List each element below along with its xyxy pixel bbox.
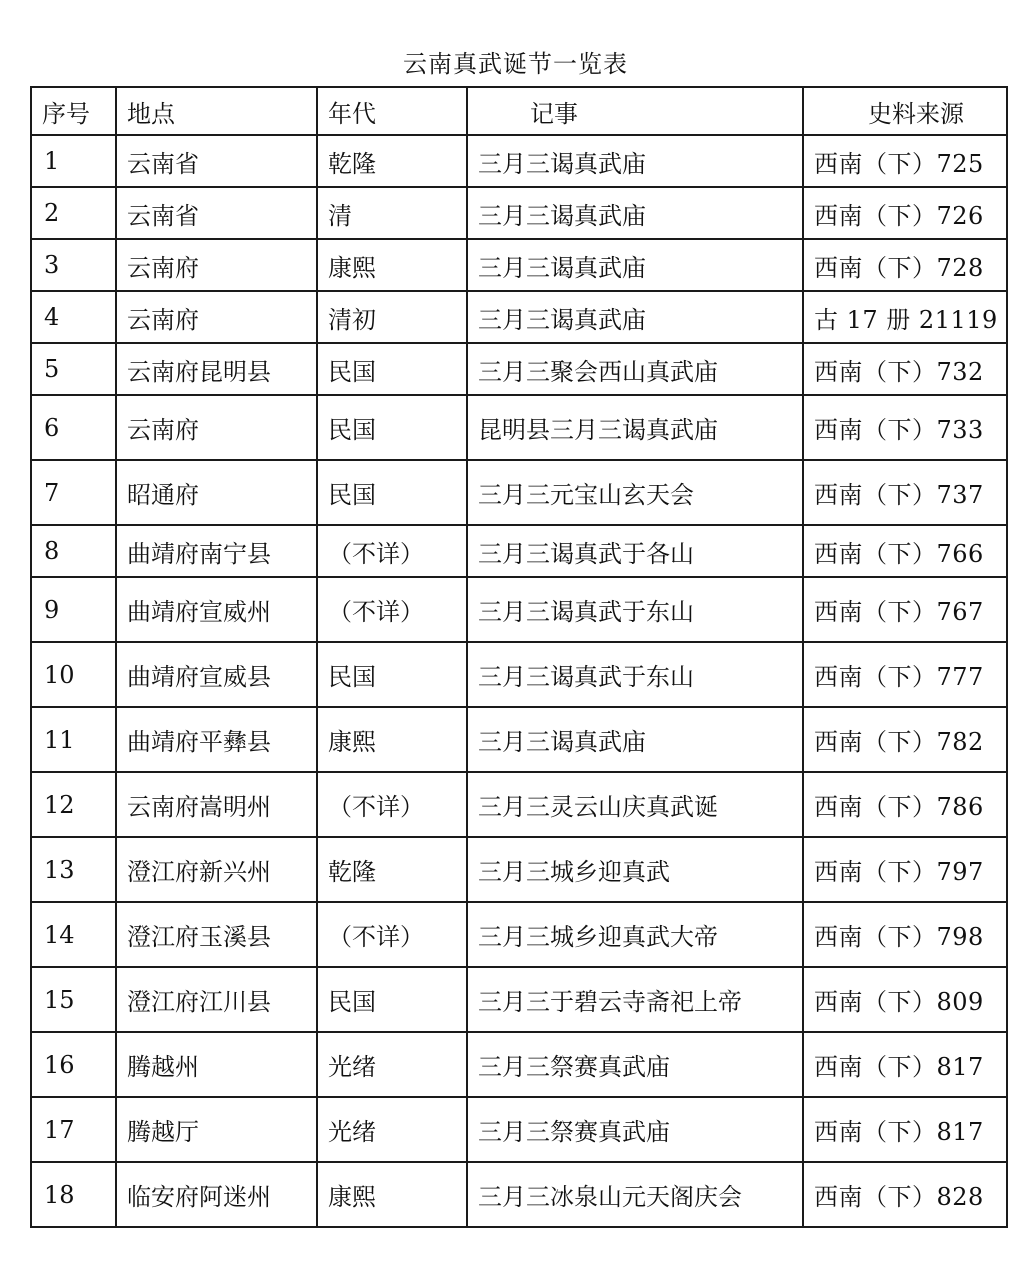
cell-location: 临安府阿迷州 — [116, 1162, 317, 1227]
cell-location: 澄江府玉溪县 — [116, 902, 317, 967]
table-row — [31, 460, 1007, 525]
cell-location: 曲靖府平彝县 — [116, 707, 317, 772]
cell-index: 10 — [31, 642, 116, 707]
table-row — [31, 343, 1007, 395]
table-row — [31, 967, 1007, 1032]
cell-source: 西南（下）828 — [803, 1162, 1007, 1227]
cell-source: 西南（下）797 — [803, 837, 1007, 902]
cell-source: 西南（下）817 — [803, 1032, 1007, 1097]
cell-index: 8 — [31, 525, 116, 577]
cell-era: 清 — [317, 187, 467, 239]
cell-source: 西南（下）766 — [803, 525, 1007, 577]
cell-event: 昆明县三月三谒真武庙 — [467, 395, 803, 460]
table-row — [31, 837, 1007, 902]
cell-source: 西南（下）777 — [803, 642, 1007, 707]
table-row — [31, 902, 1007, 967]
cell-event: 三月三聚会西山真武庙 — [467, 343, 803, 395]
cell-index: 16 — [31, 1032, 116, 1097]
cell-event: 三月三谒真武庙 — [467, 239, 803, 291]
cell-location: 澄江府江川县 — [116, 967, 317, 1032]
table-row — [31, 642, 1007, 707]
cell-event: 三月三于碧云寺斋祀上帝 — [467, 967, 803, 1032]
cell-event: 三月三谒真武庙 — [467, 291, 803, 343]
cell-location: 云南府 — [116, 395, 317, 460]
cell-index: 14 — [31, 902, 116, 967]
cell-era: 康熙 — [317, 239, 467, 291]
cell-era: （不详） — [317, 772, 467, 837]
cell-location: 曲靖府南宁县 — [116, 525, 317, 577]
cell-index: 5 — [31, 343, 116, 395]
cell-era: 民国 — [317, 343, 467, 395]
cell-location: 云南省 — [116, 135, 317, 187]
cell-source: 西南（下）732 — [803, 343, 1007, 395]
table-row — [31, 291, 1007, 343]
cell-source: 西南（下）782 — [803, 707, 1007, 772]
cell-source: 西南（下）809 — [803, 967, 1007, 1032]
cell-location: 云南府 — [116, 239, 317, 291]
cell-era: 乾隆 — [317, 135, 467, 187]
header-event: 记事 — [467, 87, 803, 135]
cell-era: 康熙 — [317, 707, 467, 772]
header-index: 序号 — [31, 87, 116, 135]
table-header — [31, 87, 1007, 135]
cell-source: 西南（下）725 — [803, 135, 1007, 187]
cell-source: 西南（下）733 — [803, 395, 1007, 460]
cell-event: 三月三谒真武于东山 — [467, 642, 803, 707]
cell-era: 民国 — [317, 642, 467, 707]
cell-index: 2 — [31, 187, 116, 239]
cell-index: 13 — [31, 837, 116, 902]
cell-location: 腾越州 — [116, 1032, 317, 1097]
cell-index: 17 — [31, 1097, 116, 1162]
cell-source: 西南（下）726 — [803, 187, 1007, 239]
cell-index: 18 — [31, 1162, 116, 1227]
cell-event: 三月三谒真武于各山 — [467, 525, 803, 577]
cell-location: 昭通府 — [116, 460, 317, 525]
table-body — [31, 135, 1007, 1227]
cell-era: 光绪 — [317, 1097, 467, 1162]
table-row — [31, 239, 1007, 291]
cell-event: 三月三谒真武庙 — [467, 707, 803, 772]
cell-era: 清初 — [317, 291, 467, 343]
cell-index: 4 — [31, 291, 116, 343]
cell-source: 西南（下）817 — [803, 1097, 1007, 1162]
cell-event: 三月三谒真武庙 — [467, 187, 803, 239]
cell-location: 云南府昆明县 — [116, 343, 317, 395]
cell-location: 澄江府新兴州 — [116, 837, 317, 902]
table-row — [31, 1097, 1007, 1162]
cell-event: 三月三城乡迎真武大帝 — [467, 902, 803, 967]
table-row — [31, 1032, 1007, 1097]
table-row — [31, 395, 1007, 460]
cell-event: 三月三城乡迎真武 — [467, 837, 803, 902]
cell-location: 云南省 — [116, 187, 317, 239]
cell-era: （不详） — [317, 577, 467, 642]
cell-source: 西南（下）786 — [803, 772, 1007, 837]
cell-era: 民国 — [317, 395, 467, 460]
cell-era: 民国 — [317, 967, 467, 1032]
header-source: 史料来源 — [803, 87, 1007, 135]
cell-era: 康熙 — [317, 1162, 467, 1227]
cell-location: 云南府 — [116, 291, 317, 343]
cell-event: 三月三谒真武庙 — [467, 135, 803, 187]
header-era: 年代 — [317, 87, 467, 135]
table-row — [31, 707, 1007, 772]
festival-table — [30, 86, 1008, 1228]
cell-index: 3 — [31, 239, 116, 291]
table-row — [31, 135, 1007, 187]
cell-source: 西南（下）798 — [803, 902, 1007, 967]
cell-era: （不详） — [317, 902, 467, 967]
header-row — [31, 87, 1007, 135]
cell-index: 7 — [31, 460, 116, 525]
cell-index: 1 — [31, 135, 116, 187]
cell-source: 西南（下）728 — [803, 239, 1007, 291]
header-location: 地点 — [116, 87, 317, 135]
table-row — [31, 1162, 1007, 1227]
cell-era: 乾隆 — [317, 837, 467, 902]
cell-era: （不详） — [317, 525, 467, 577]
cell-location: 曲靖府宣威州 — [116, 577, 317, 642]
cell-index: 6 — [31, 395, 116, 460]
table-row — [31, 577, 1007, 642]
cell-source: 西南（下）767 — [803, 577, 1007, 642]
cell-location: 曲靖府宣威县 — [116, 642, 317, 707]
cell-event: 三月三谒真武于东山 — [467, 577, 803, 642]
cell-index: 11 — [31, 707, 116, 772]
table-row — [31, 187, 1007, 239]
cell-source: 古 17 册 21119 — [803, 291, 1007, 343]
table-title: 云南真武诞节一览表 — [403, 50, 628, 78]
table-row — [31, 772, 1007, 837]
cell-index: 9 — [31, 577, 116, 642]
cell-index: 12 — [31, 772, 116, 837]
cell-location: 云南府嵩明州 — [116, 772, 317, 837]
cell-era: 民国 — [317, 460, 467, 525]
cell-event: 三月三祭赛真武庙 — [467, 1032, 803, 1097]
cell-index: 15 — [31, 967, 116, 1032]
cell-event: 三月三元宝山玄天会 — [467, 460, 803, 525]
cell-era: 光绪 — [317, 1032, 467, 1097]
cell-event: 三月三祭赛真武庙 — [467, 1097, 803, 1162]
cell-event: 三月三灵云山庆真武诞 — [467, 772, 803, 837]
cell-source: 西南（下）737 — [803, 460, 1007, 525]
cell-location: 腾越厅 — [116, 1097, 317, 1162]
table-row — [31, 525, 1007, 577]
cell-event: 三月三冰泉山元天阁庆会 — [467, 1162, 803, 1227]
